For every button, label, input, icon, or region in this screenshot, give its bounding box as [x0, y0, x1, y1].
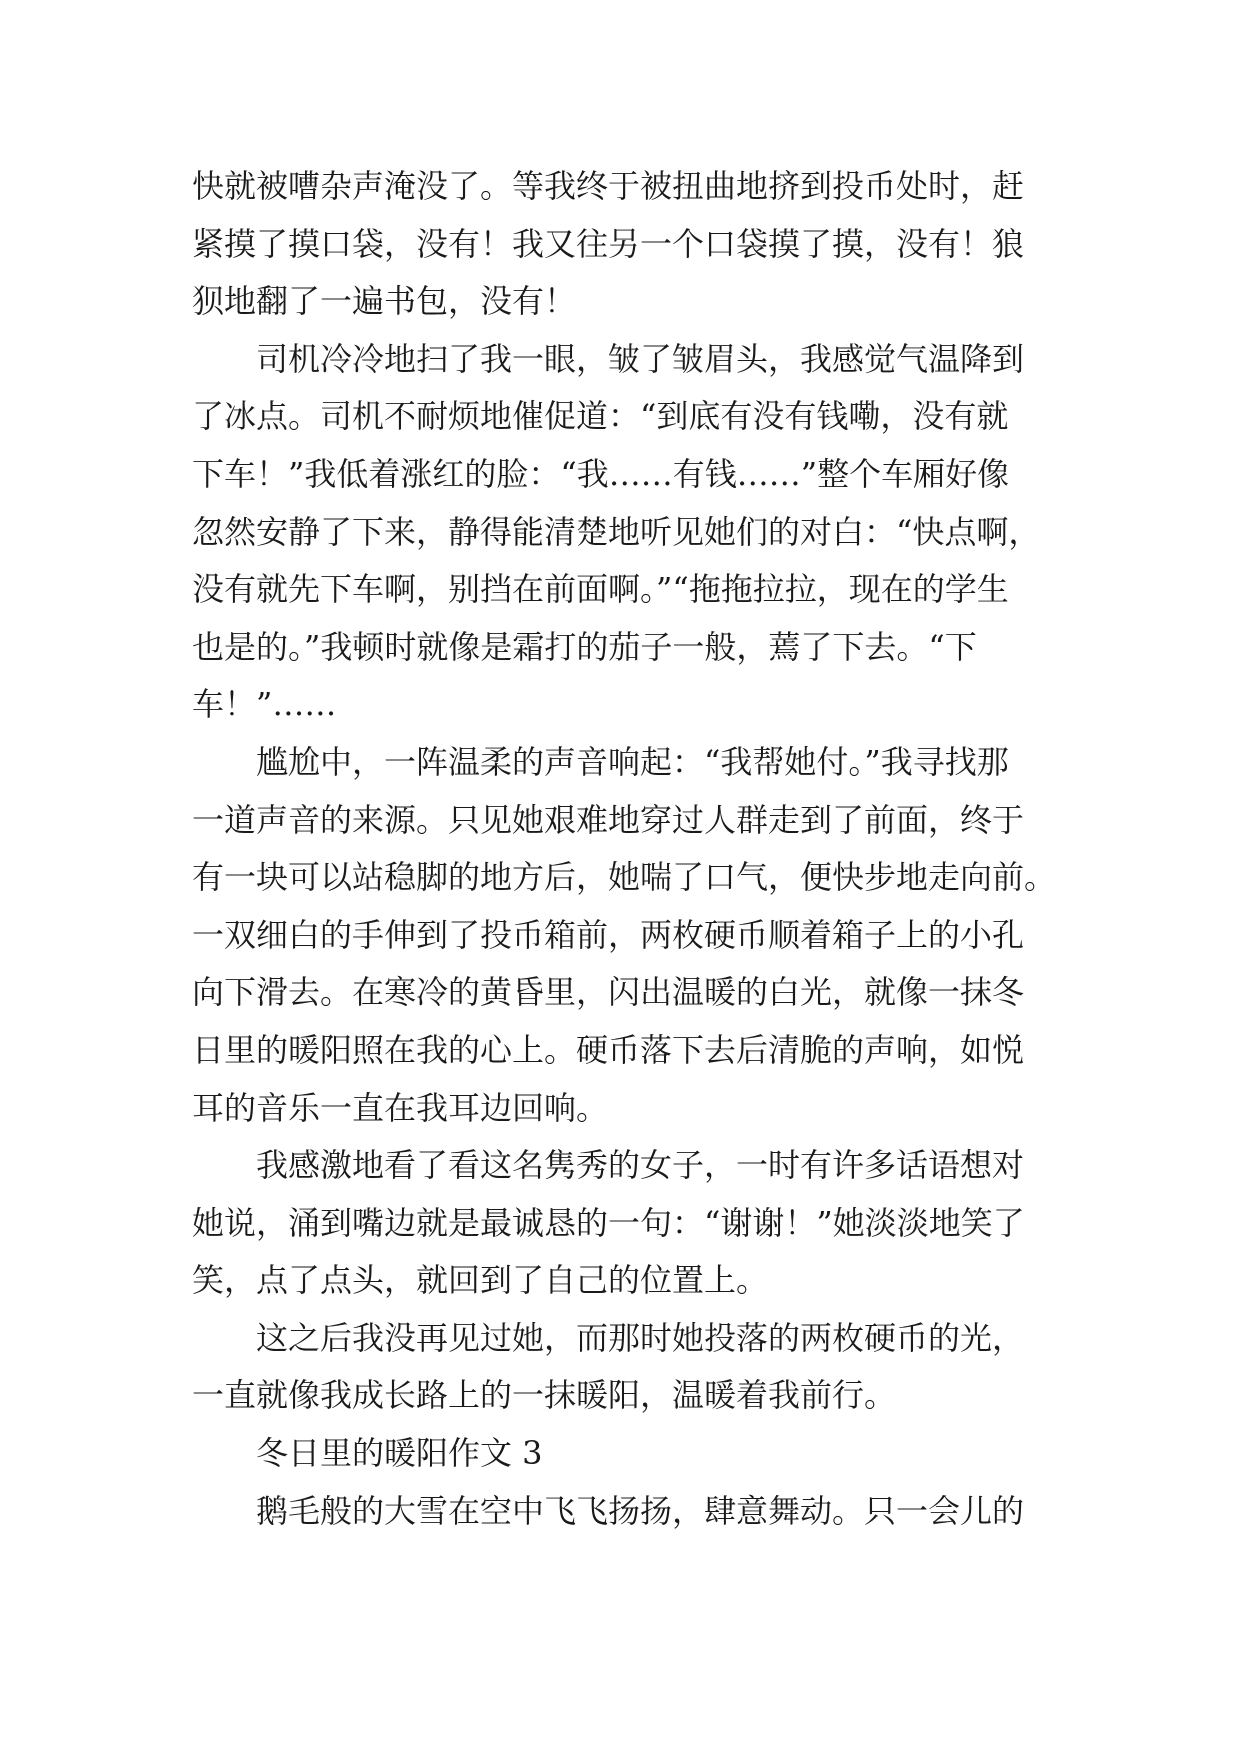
section-heading: 冬日里的暖阳作文 3: [256, 1434, 543, 1473]
paragraph-start-line: 鹅毛般的大雪在空中飞飞扬扬，肆意舞动。只一会儿的: [256, 1491, 1025, 1530]
text-line: 向下滑去。在寒冷的黄昏里，闪出温暖的白光，就像一抹冬: [192, 973, 1025, 1012]
text-line: 也是的。”我顿时就像是霜打的茄子一般，蔫了下去。“下: [192, 627, 977, 666]
text-line: 紧摸了摸口袋，没有！我又往另一个口袋摸了摸，没有！狼: [192, 224, 1025, 263]
text-line: 笑，点了点头，就回到了自己的位置上。: [192, 1261, 769, 1300]
text-line: 耳的音乐一直在我耳边回响。: [192, 1088, 609, 1127]
paragraph-start-line: 司机冷冷地扫了我一眼，皱了皱眉头，我感觉气温降到: [256, 339, 1025, 378]
text-line: 一直就像我成长路上的一抹暖阳，温暖着我前行。: [192, 1376, 897, 1415]
text-line: 一双细白的手伸到了投币箱前，两枚硬币顺着箱子上的小孔: [192, 915, 1025, 954]
text-line: 她说，涌到嘴边就是最诚恳的一句：“谢谢！”她淡淡地笑了: [192, 1203, 1025, 1242]
text-line: 忽然安静了下来，静得能清楚地听见她们的对白：“快点啊，: [192, 512, 1041, 551]
text-line: 了冰点。司机不耐烦地催促道：“到底有没有钱嘞，没有就: [192, 397, 1009, 436]
document-body: [192, 158, 1057, 1540]
text-line: 没有就先下车啊，别挡在前面啊。”“拖拖拉拉，现在的学生: [192, 570, 1009, 609]
paragraph-start-line: 这之后我没再见过她，而那时她投落的两枚硬币的光，: [256, 1318, 1025, 1357]
paragraph-start-line: 尴尬中，一阵温柔的声音响起：“我帮她付。”我寻找那: [256, 742, 1009, 781]
text-line: 快就被嘈杂声淹没了。等我终于被扭曲地挤到投币处时，赶: [192, 167, 1025, 205]
text-line: 日里的暖阳照在我的心上。硬币落下去后清脆的声响，如悦: [192, 1030, 1025, 1069]
text-line: 车！”……: [192, 685, 337, 724]
text-line: 有一块可以站稳脚的地方后，她喘了口气，便快步地走向前。: [192, 858, 1057, 897]
text-line: 一道声音的来源。只见她艰难地穿过人群走到了前面，终于: [192, 800, 1025, 839]
text-line: 下车！”我低着涨红的脸：“我……有钱……”整个车厢好像: [192, 454, 1010, 493]
text-line: 狈地翻了一遍书包，没有！: [192, 282, 577, 321]
paragraph-start-line: 我感激地看了看这名隽秀的女子，一时有许多话语想对: [256, 1146, 1025, 1185]
